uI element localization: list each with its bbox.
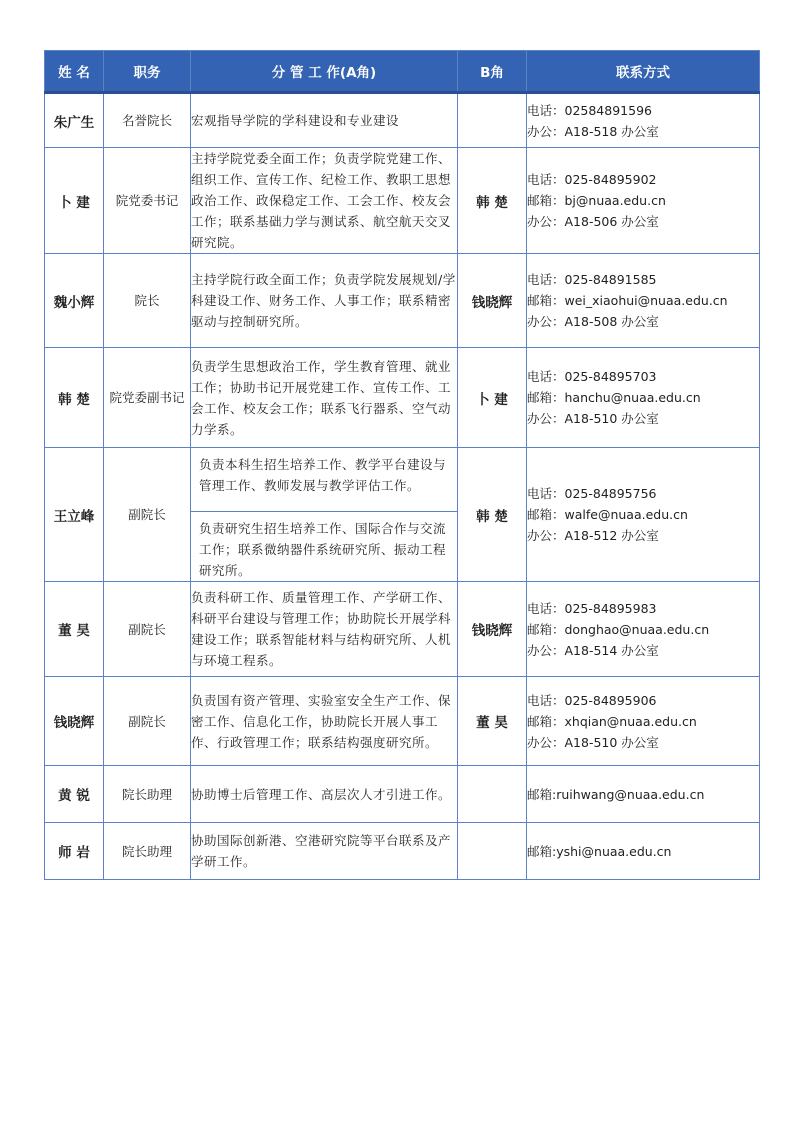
duties-cell bbox=[191, 448, 458, 582]
contact-line: 电话：025-84895902 bbox=[527, 172, 657, 187]
person-name: 董 昊 bbox=[45, 582, 104, 677]
table-row bbox=[45, 254, 760, 348]
contact-cell bbox=[527, 448, 760, 582]
table-row bbox=[45, 348, 760, 448]
header-contact: 联系方式 bbox=[527, 51, 760, 93]
contact-line: 电话：025-84891585 bbox=[527, 272, 657, 287]
header-role-b: B角 bbox=[458, 51, 527, 93]
table-row bbox=[45, 148, 760, 254]
b-role-person: 董 昊 bbox=[458, 677, 527, 766]
person-name: 师 岩 bbox=[45, 823, 104, 880]
contact-cell bbox=[527, 348, 760, 448]
b-role-person bbox=[458, 823, 527, 880]
contact-line: 电话：025-84895756 bbox=[527, 486, 657, 501]
contact-line: 邮箱：donghao@nuaa.edu.cn bbox=[527, 621, 710, 637]
person-name: 卜 建 bbox=[45, 148, 104, 254]
b-role-person: 卜 建 bbox=[458, 348, 527, 448]
table-row bbox=[45, 677, 760, 766]
person-position: 名誉院长 bbox=[104, 93, 191, 148]
person-name: 王立峰 bbox=[45, 448, 104, 582]
contact-line: 邮箱：walfe@nuaa.edu.cn bbox=[527, 507, 688, 522]
table-row bbox=[45, 93, 760, 148]
b-role-person: 韩 楚 bbox=[458, 448, 527, 582]
contact-cell bbox=[527, 582, 760, 677]
person-position: 副院长 bbox=[104, 677, 191, 766]
contact-line: 办公：A18-518 办公室 bbox=[527, 123, 659, 139]
person-name: 黄 锐 bbox=[45, 766, 104, 823]
b-role-person: 钱晓辉 bbox=[458, 254, 527, 348]
duty-text: 主持学院行政全面工作；负责学院发展规划/学科建设工作、财务工作、人事工作；联系精密驱动与控制研究所。 bbox=[191, 254, 458, 348]
contact-line: 办公：A18-514 办公室 bbox=[527, 642, 659, 658]
b-role-person: 钱晓辉 bbox=[458, 582, 527, 677]
person-position: 院长助理 bbox=[104, 823, 191, 880]
person-position: 院党委副书记 bbox=[104, 348, 191, 448]
header-position: 职务 bbox=[104, 51, 191, 93]
duty-text: 负责研究生招生培养工作、国际合作与交流工作；联系微纳器件系统研究所、振动工程研究所。 bbox=[191, 511, 457, 581]
table-header-row bbox=[45, 51, 760, 93]
table-body bbox=[45, 93, 760, 880]
contact-line: 办公：A18-508 办公室 bbox=[527, 314, 659, 329]
contact-line: 办公：A18-510 办公室 bbox=[527, 411, 659, 426]
contact-cell bbox=[527, 93, 760, 148]
duty-text: 负责学生思想政治工作，学生教育管理、就业工作；协助书记开展党建工作、宣传工作、工会工作、校友会工作；联系飞行器系、空气动力学系。 bbox=[191, 348, 458, 448]
duty-text: 负责科研工作、质量管理工作、产学研工作、科研平台建设与管理工作；协助院长开展学科建设工作；联系智能材料与结构研究所、人机与环境工程系。 bbox=[191, 582, 458, 677]
header-duties-a: 分 管 工 作(A角) bbox=[191, 51, 458, 93]
contact-line: 电话：025-84895906 bbox=[527, 692, 657, 708]
b-role-person bbox=[458, 766, 527, 823]
contact-line: 邮箱：bj@nuaa.edu.cn bbox=[527, 193, 666, 208]
contact-line: 办公：A18-510 办公室 bbox=[527, 734, 659, 750]
contact-line: 电话：02584891596 bbox=[527, 102, 652, 118]
b-role-person bbox=[458, 93, 527, 148]
leadership-table bbox=[44, 50, 760, 880]
duty-text: 主持学院党委全面工作；负责学院党建工作、组织工作、宣传工作、纪检工作、教职工思想政治工作、政保稳定工作、工会工作、校友会工作；联系基础力学与测试系、航空航天交叉研究院。 bbox=[191, 148, 458, 254]
contact-cell bbox=[527, 148, 760, 254]
duty-text: 协助博士后管理工作、高层次人才引进工作。 bbox=[191, 766, 458, 823]
contact-cell bbox=[527, 677, 760, 766]
header-name: 姓 名 bbox=[45, 51, 104, 93]
person-position: 院党委书记 bbox=[104, 148, 191, 254]
person-position: 副院长 bbox=[104, 448, 191, 582]
contact-line: 邮箱：hanchu@nuaa.edu.cn bbox=[527, 390, 701, 405]
contact-cell bbox=[527, 766, 760, 823]
person-position: 院长 bbox=[104, 254, 191, 348]
contact-cell bbox=[527, 823, 760, 880]
table-row bbox=[45, 448, 760, 582]
table-row bbox=[45, 823, 760, 880]
contact-line: 办公：A18-506 办公室 bbox=[527, 214, 659, 229]
duty-text: 负责国有资产管理、实验室安全生产工作、保密工作、信息化工作，协助院长开展人事工作、行政管理工作；联系结构强度研究所。 bbox=[191, 677, 458, 766]
contact-line: 邮箱:yshi@nuaa.edu.cn bbox=[527, 843, 672, 859]
contact-line: 电话：025-84895703 bbox=[527, 369, 657, 384]
contact-line: 邮箱:ruihwang@nuaa.edu.cn bbox=[527, 786, 705, 802]
person-position: 院长助理 bbox=[104, 766, 191, 823]
contact-line: 邮箱：wei_xiaohui@nuaa.edu.cn bbox=[527, 293, 728, 308]
table-row bbox=[45, 766, 760, 823]
person-name: 钱晓辉 bbox=[45, 677, 104, 766]
person-name: 韩 楚 bbox=[45, 348, 104, 448]
contact-cell bbox=[527, 254, 760, 348]
table-row bbox=[45, 582, 760, 677]
contact-line: 电话：025-84895983 bbox=[527, 600, 657, 616]
contact-line: 邮箱：xhqian@nuaa.edu.cn bbox=[527, 713, 697, 729]
duty-text: 宏观指导学院的学科建设和专业建设 bbox=[191, 93, 458, 148]
duty-text: 协助国际创新港、空港研究院等平台联系及产学研工作。 bbox=[191, 823, 458, 880]
person-name: 魏小辉 bbox=[45, 254, 104, 348]
person-name: 朱广生 bbox=[45, 93, 104, 148]
contact-line: 办公：A18-512 办公室 bbox=[527, 528, 659, 543]
duty-text: 负责本科生招生培养工作、教学平台建设与管理工作、教师发展与教学评估工作。 bbox=[199, 457, 447, 493]
b-role-person: 韩 楚 bbox=[458, 148, 527, 254]
person-position: 副院长 bbox=[104, 582, 191, 677]
